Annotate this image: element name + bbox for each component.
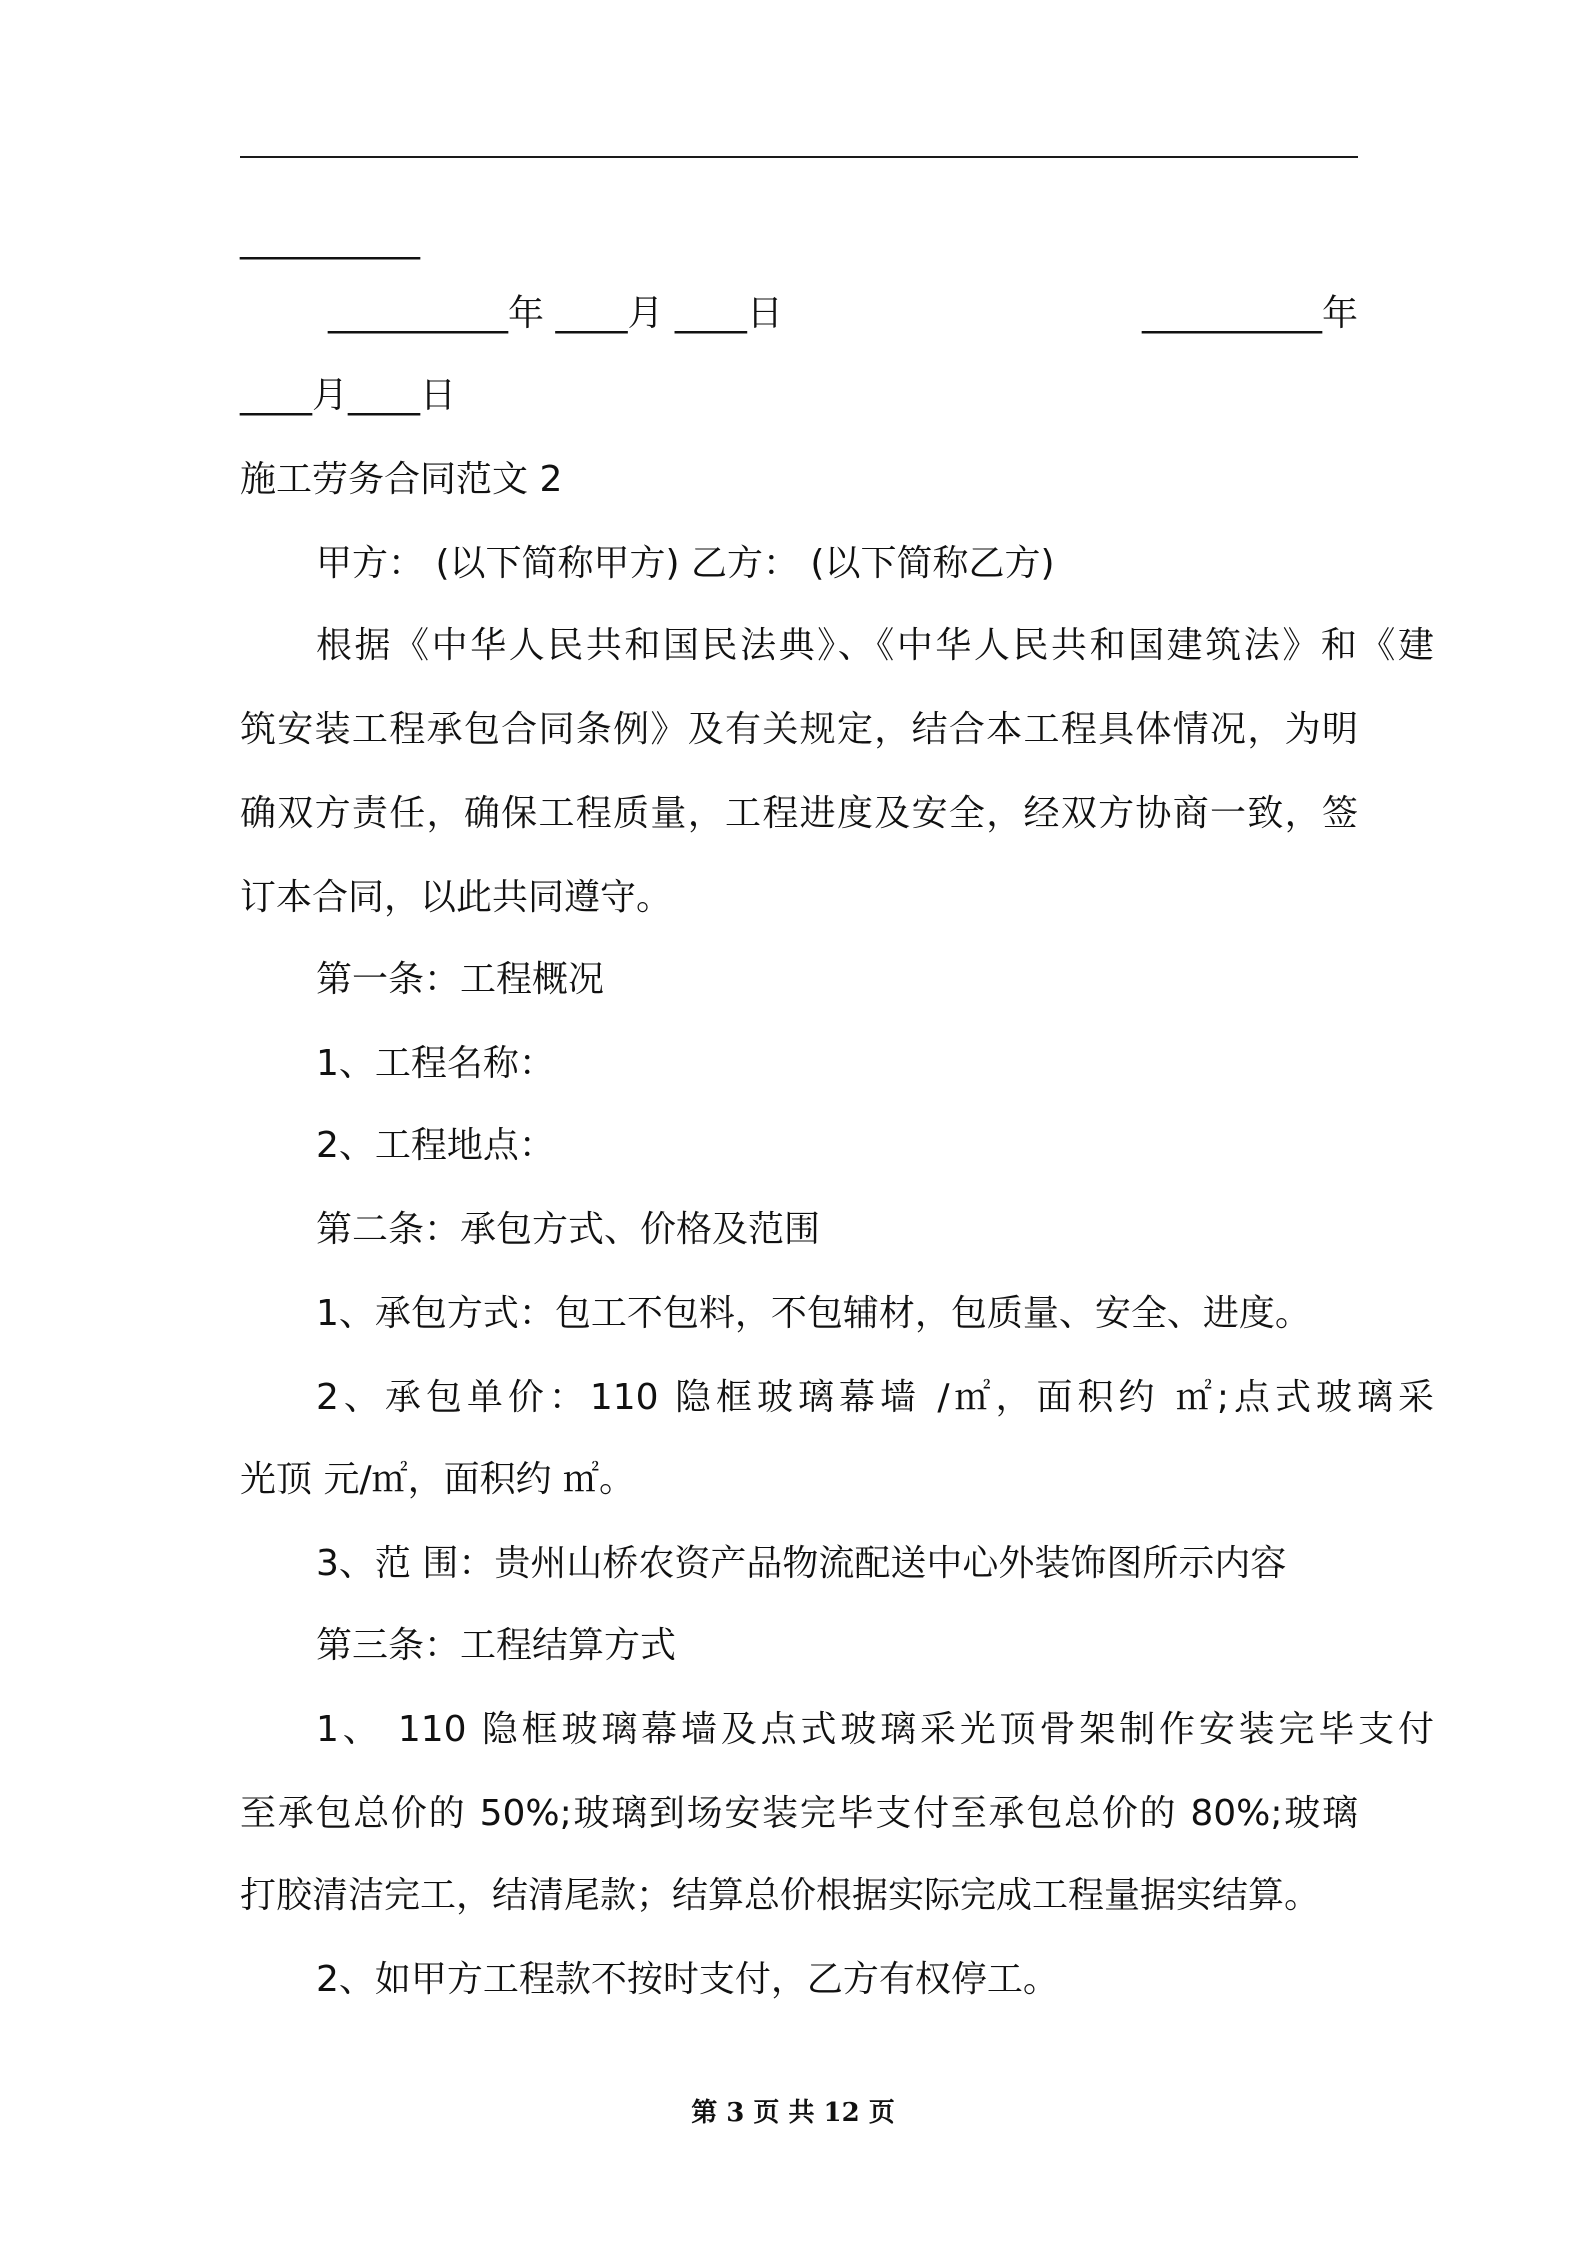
article-1-item: 1、工程名称： <box>316 1043 555 1084</box>
intro-line: 筑安装工程承包合同条例》及有关规定，结合本工程具体情况，为明 <box>240 709 1358 750</box>
page-number: 第 3 页 共 12 页 <box>691 2098 895 2128</box>
article-2-heading: 第二条：承包方式、价格及范围 <box>316 1209 821 1250</box>
doc-title: 施工劳务合同范文 2 <box>240 459 563 500</box>
intro-line: 订本合同，以此共同遵守。 <box>240 877 673 918</box>
date-left: __________年 ____月 ____日 <box>328 293 783 334</box>
parties-line: 甲方： (以下简称甲方) 乙方： (以下简称乙方) <box>316 543 1055 584</box>
article-2-item: 1、承包方式：包工不包料，不包辅材，包质量、安全、进度。 <box>316 1293 1311 1334</box>
top-rule <box>240 156 1358 158</box>
date-right: __________年 <box>1141 293 1358 334</box>
article-2-item-cont: 光顶 元/㎡，面积约 ㎡。 <box>240 1459 636 1500</box>
article-2-item: 2、承包单价：110 隐框玻璃幕墙 /㎡，面积约 ㎡;点式玻璃采 <box>316 1377 1434 1418</box>
article-1-item: 2、工程地点： <box>316 1125 555 1166</box>
article-2-item: 3、范 围：贵州山桥农资产品物流配送中心外装饰图所示内容 <box>316 1543 1287 1584</box>
article-1-heading: 第一条：工程概况 <box>316 959 605 1000</box>
intro-line: 确双方责任，确保工程质量，工程进度及安全，经双方协商一致，签 <box>240 793 1358 834</box>
article-3-item-cont: 至承包总价的 50%;玻璃到场安装完毕支付至承包总价的 80%;玻璃 <box>240 1793 1358 1834</box>
article-3-item-cont: 打胶清洁完工，结清尾款；结算总价根据实际完成工程量据实结算。 <box>240 1875 1321 1916</box>
article-3-item: 1、 110 隐框玻璃幕墙及点式玻璃采光顶骨架制作安装完毕支付 <box>316 1709 1434 1750</box>
intro-line: 根据《中华人民共和国民法典》、《中华人民共和国建筑法》和《建 <box>316 625 1434 666</box>
article-3-item: 2、如甲方工程款不按时支付，乙方有权停工。 <box>316 1959 1059 2000</box>
date-wrap: ____月____日 <box>240 375 457 416</box>
signature-blank: __________ <box>240 219 420 260</box>
article-3-heading: 第三条：工程结算方式 <box>316 1625 677 1666</box>
